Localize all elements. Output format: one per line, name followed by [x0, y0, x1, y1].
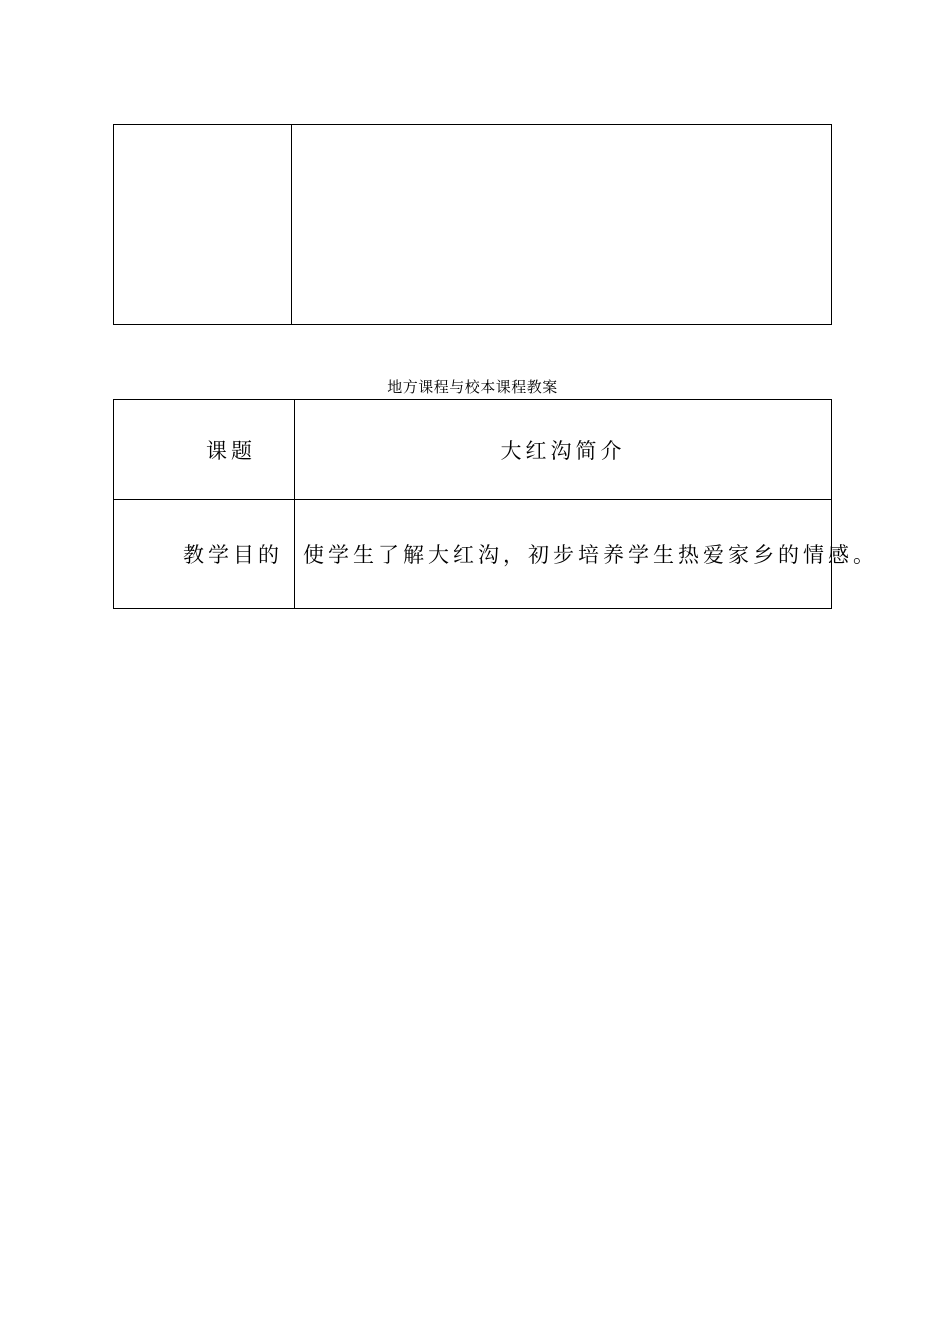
table-row-goal	[114, 500, 832, 609]
lesson-plan-table	[113, 399, 878, 609]
topic-value: 大红沟简介	[295, 400, 832, 500]
top-table-left-cell	[113, 124, 292, 325]
top-table-right-cell	[291, 124, 832, 325]
table-row-topic	[114, 400, 832, 500]
goal-value: 使学生了解大红沟，初步培养学生热爱家乡的情感。	[295, 500, 832, 609]
table-caption: 地方课程与校本课程教案	[387, 378, 558, 396]
topic-label: 课题	[114, 400, 295, 500]
goal-label: 教学目的	[114, 500, 295, 609]
